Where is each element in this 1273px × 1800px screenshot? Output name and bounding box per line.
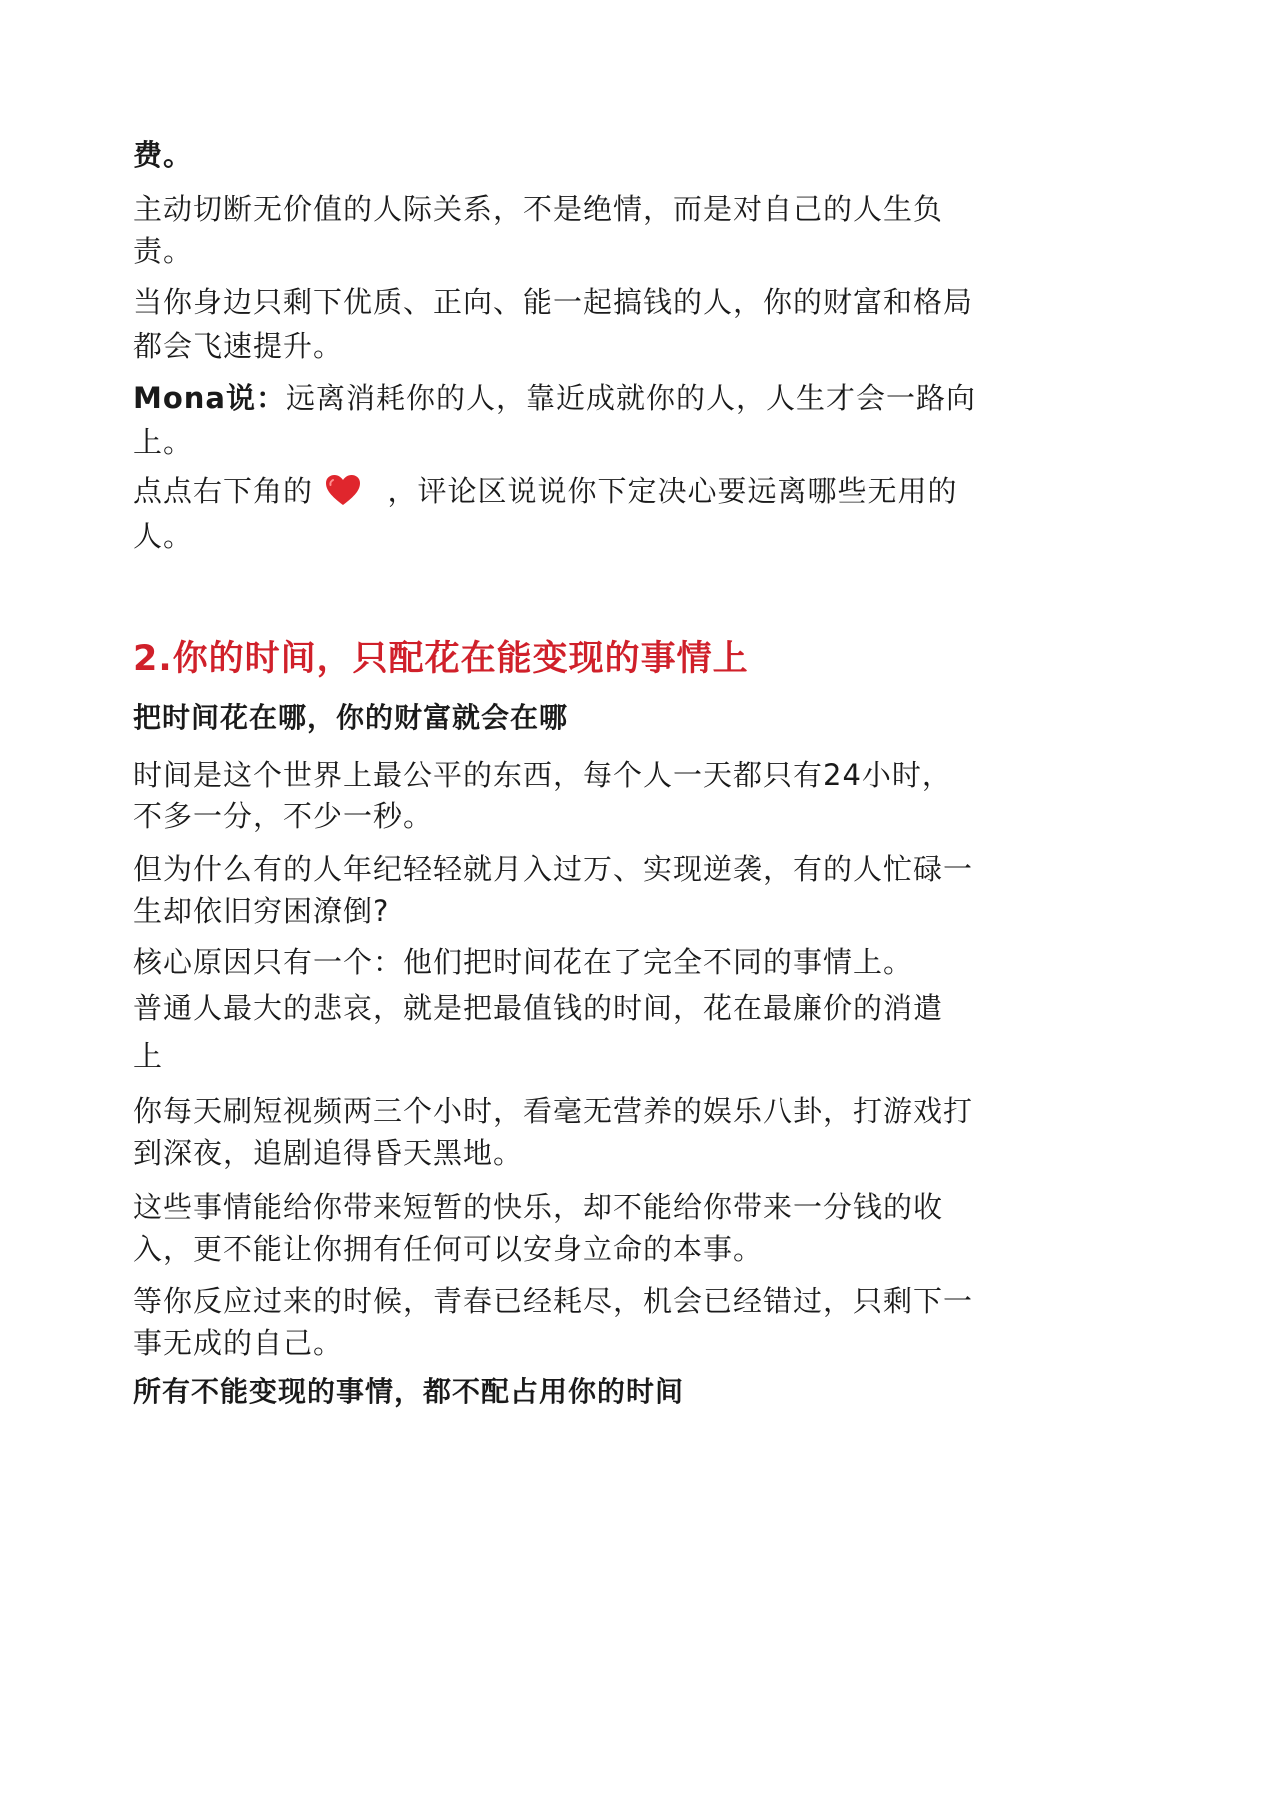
section-heading: 2.你的时间，只配花在能变现的事情上: [133, 639, 749, 679]
paragraph-line: 不多一分，不少一秒。: [133, 799, 434, 833]
speaker-label: Mona说：: [133, 381, 286, 415]
paragraph-line: [133, 380, 976, 416]
text-before-heart: 点点右下角的: [133, 474, 314, 508]
paragraph-line: 主动切断无价值的人际关系，不是绝情，而是对自己的人生负: [133, 192, 944, 226]
section-subheading: 所有不能变现的事情，都不配占用你的时间: [133, 1375, 685, 1408]
paragraph-line: 等你反应过来的时候，青春已经耗尽，机会已经错过，只剩下一: [133, 1284, 974, 1318]
paragraph-line: 事无成的自己。: [133, 1326, 344, 1360]
paragraph-line: 入，更不能让你拥有任何可以安身立命的本事。: [133, 1232, 764, 1266]
paragraph-line: [133, 473, 957, 509]
paragraph-line: 责。: [133, 234, 194, 268]
paragraph-line: 上: [133, 1039, 164, 1073]
quote-text: 远离消耗你的人，靠近成就你的人，人生才会一路向: [286, 381, 977, 415]
paragraph-line: 都会飞速提升。: [133, 329, 344, 363]
section-subheading: 把时间花在哪，你的财富就会在哪: [133, 701, 569, 734]
heart-icon: [325, 474, 361, 506]
paragraph-line: 当你身边只剩下优质、正向、能一起搞钱的人，你的财富和格局: [133, 285, 974, 319]
text-after-heart: ，评论区说说你下定决心要远离哪些无用的: [387, 474, 958, 508]
paragraph-line: 人。: [133, 519, 194, 553]
paragraph-line: 生却依旧穷困潦倒?: [133, 894, 390, 928]
paragraph-line: 普通人最大的悲哀，就是把最值钱的时间，花在最廉价的消遣: [133, 991, 944, 1025]
paragraph-line: 但为什么有的人年纪轻轻就月入过万、实现逆袭，有的人忙碌一: [133, 852, 974, 886]
paragraph-line: 到深夜，追剧追得昏天黑地。: [133, 1136, 524, 1170]
paragraph-line: 核心原因只有一个：他们把时间花在了完全不同的事情上。: [133, 945, 914, 979]
paragraph-line: 费。: [133, 138, 194, 172]
paragraph-line: 上。: [133, 425, 194, 459]
paragraph-line: 时间是这个世界上最公平的东西，每个人一天都只有24小时，: [133, 758, 952, 792]
paragraph-line: 这些事情能给你带来短暂的快乐，却不能给你带来一分钱的收: [133, 1190, 944, 1224]
paragraph-line: 你每天刷短视频两三个小时，看毫无营养的娱乐八卦，打游戏打: [133, 1094, 974, 1128]
